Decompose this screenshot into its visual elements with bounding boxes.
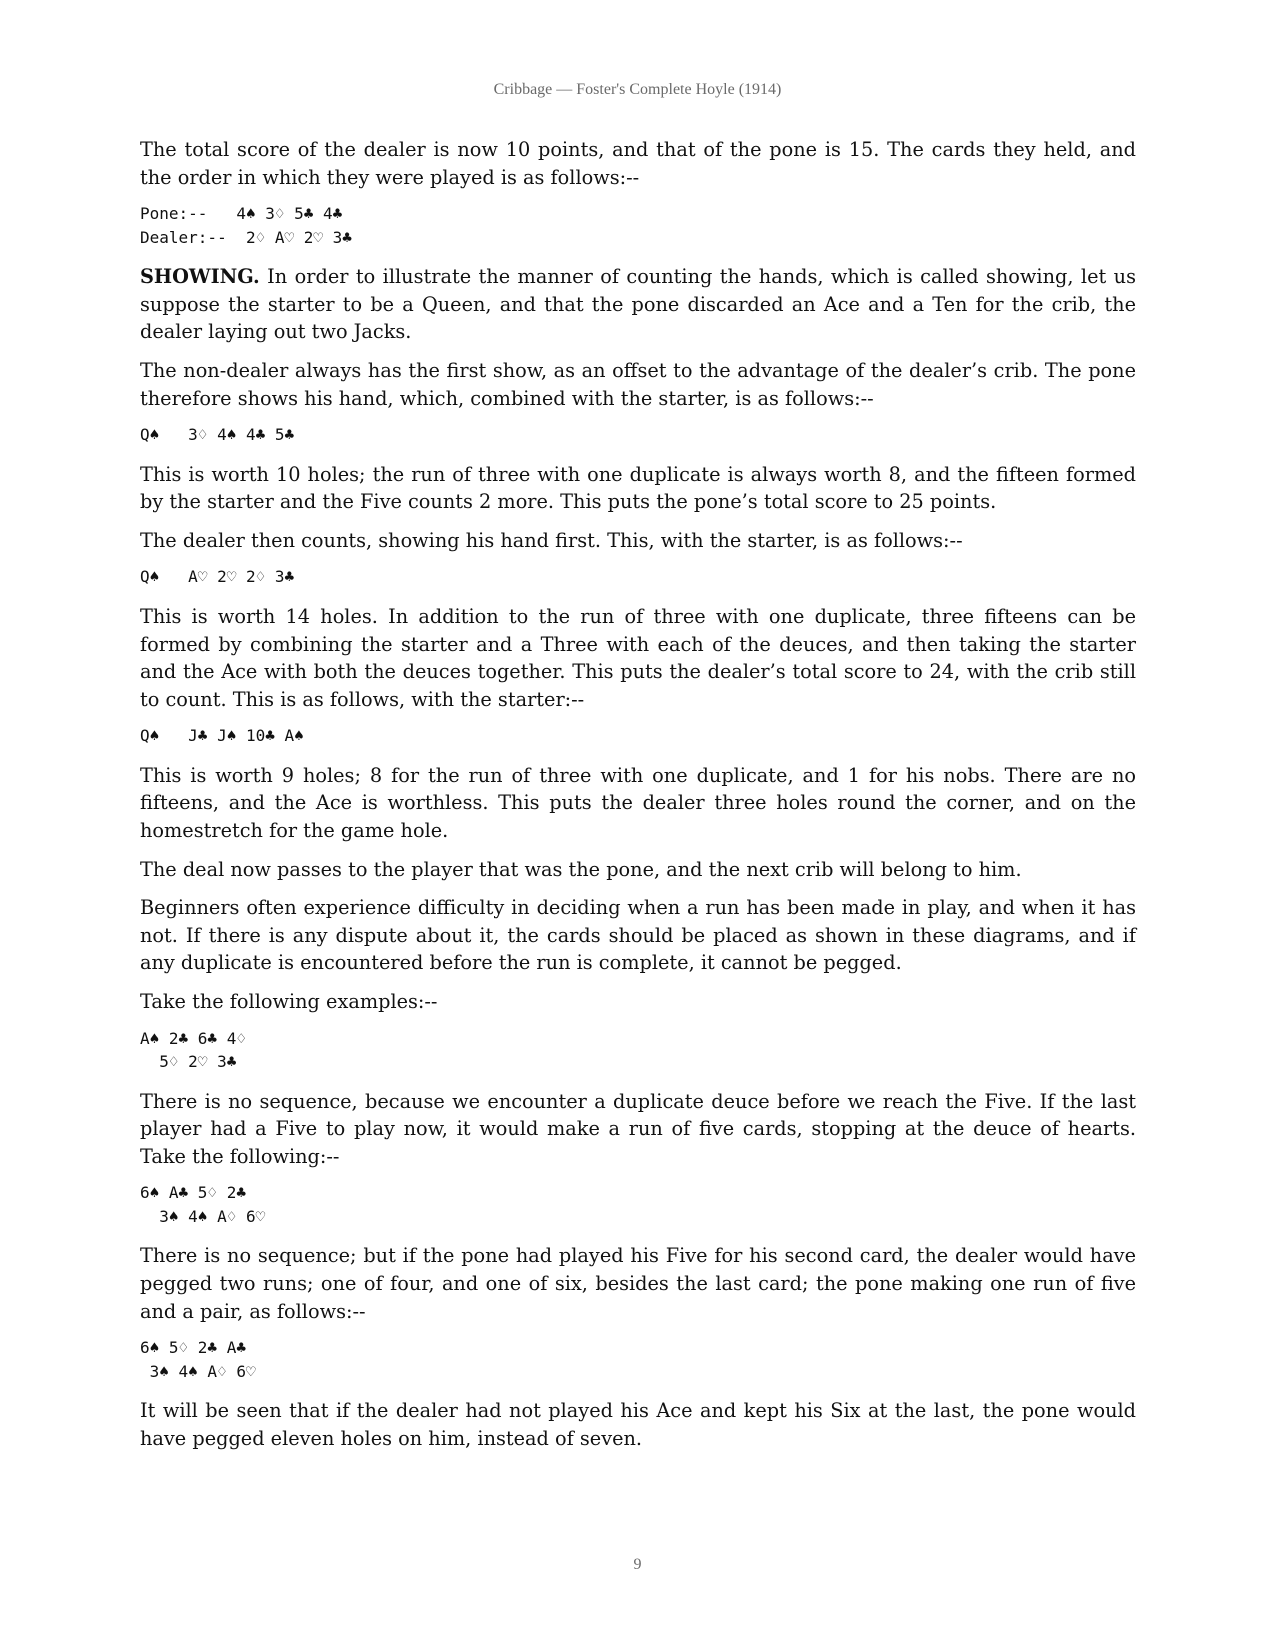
paragraph: The non-dealer always has the first show, as an offset to the advantage of the dealer’s crib. The pone therefore shows his hand, which, combined with the starter, is as follows:--: [140, 358, 1136, 410]
paragraph: The total score of the dealer is now 10 points, and that of the pone is 15. The cards they held, and the order in which they were played is as follows:--: [140, 138, 1136, 189]
paragraph: Take the following examples:--: [140, 989, 438, 1013]
card-listing-example-1: A♠ 2♣ 6♣ 4♢ 5♢ 2♡ 3♣: [140, 1028, 246, 1072]
card-listing-example-3: 6♠ 5♢ 2♣ A♣ 3♠ 4♠ A♢ 6♡: [140, 1338, 256, 1381]
paragraph: This is worth 14 holes. In addition to the run of three with one duplicate, three fifteens can be formed by combining the starter and a Three with each of the deuces, and then taking the starter and the Ace with both the deuces together. This puts the dealer’s total score to 24, with the crib still to count. This is as follows, with the starter:--: [140, 604, 1136, 711]
paragraph: This is worth 10 holes; the run of three with one duplicate is always worth 8, and the fifteen formed by the starter and the Five counts 2 more. This puts the pone’s total score to 25 points.: [140, 462, 1136, 514]
card-listing-crib-show: Q♠ J♣ J♠ 10♣ A♠: [140, 726, 304, 746]
paragraph: There is no sequence, because we encounter a duplicate deuce before we reach the Five. If the last player had a Five to play now, it would make a run of five cards, stopping at the deuce of hearts. Take the following:--: [140, 1089, 1136, 1168]
card-listing-pone-show: Q♠ 3♢ 4♠ 4♣ 5♣: [140, 425, 295, 445]
paragraph: This is worth 9 holes; 8 for the run of three with one duplicate, and 1 for his nobs. There are no fifteens, and the Ace is worthless. This puts the dealer three holes round the corner, and on the homestretch for the game hole.: [140, 763, 1136, 842]
running-header: Cribbage — Foster's Complete Hoyle (1914): [493, 81, 782, 98]
page-body: [140, 136, 1136, 1463]
page-number: 9: [633, 1556, 642, 1573]
paragraph: There is no sequence; but if the pone had played his Five for his second card, the dealer would have pegged two runs; one of four, and one of six, besides the last card; the pone making one run of five and a pair, as follows:--: [140, 1244, 1136, 1323]
paragraph: The deal now passes to the player that was the pone, and the next crib will belong to him.: [140, 857, 1022, 881]
paragraph-showing: [140, 263, 1136, 346]
card-listing-example-2: 6♠ A♣ 5♢ 2♣ 3♠ 4♠ A♢ 6♡: [140, 1183, 266, 1226]
paragraph: The dealer then counts, showing his hand first. This, with the starter, is as follows:--: [140, 528, 963, 552]
paragraph-text: In order to illustrate the manner of counting the hands, which is called showing, let us suppose the starter to be a Queen, and that the pone discarded an Ace and a Ten for the crib, the dealer laying out two Jacks.: [140, 265, 1136, 344]
card-listing-hands-played: Pone:-- 4♠ 3♢ 5♣ 4♣ Dealer:-- 2♢ A♡ 2♡ 3♣: [140, 204, 352, 247]
card-listing-dealer-show: Q♠ A♡ 2♡ 2♢ 3♣: [140, 567, 295, 587]
paragraph: It will be seen that if the dealer had not played his Ace and kept his Six at the last, the pone would have pegged eleven holes on him, instead of seven.: [140, 1399, 1136, 1450]
paragraph: Beginners often experience difficulty in deciding when a run has been made in play, and when it has not. If there is any dispute about it, the cards should be placed as shown in these diagrams, and if any duplicate is encountered before the run is complete, it cannot be pegged.: [140, 896, 1136, 975]
section-heading: SHOWING.: [140, 265, 260, 289]
